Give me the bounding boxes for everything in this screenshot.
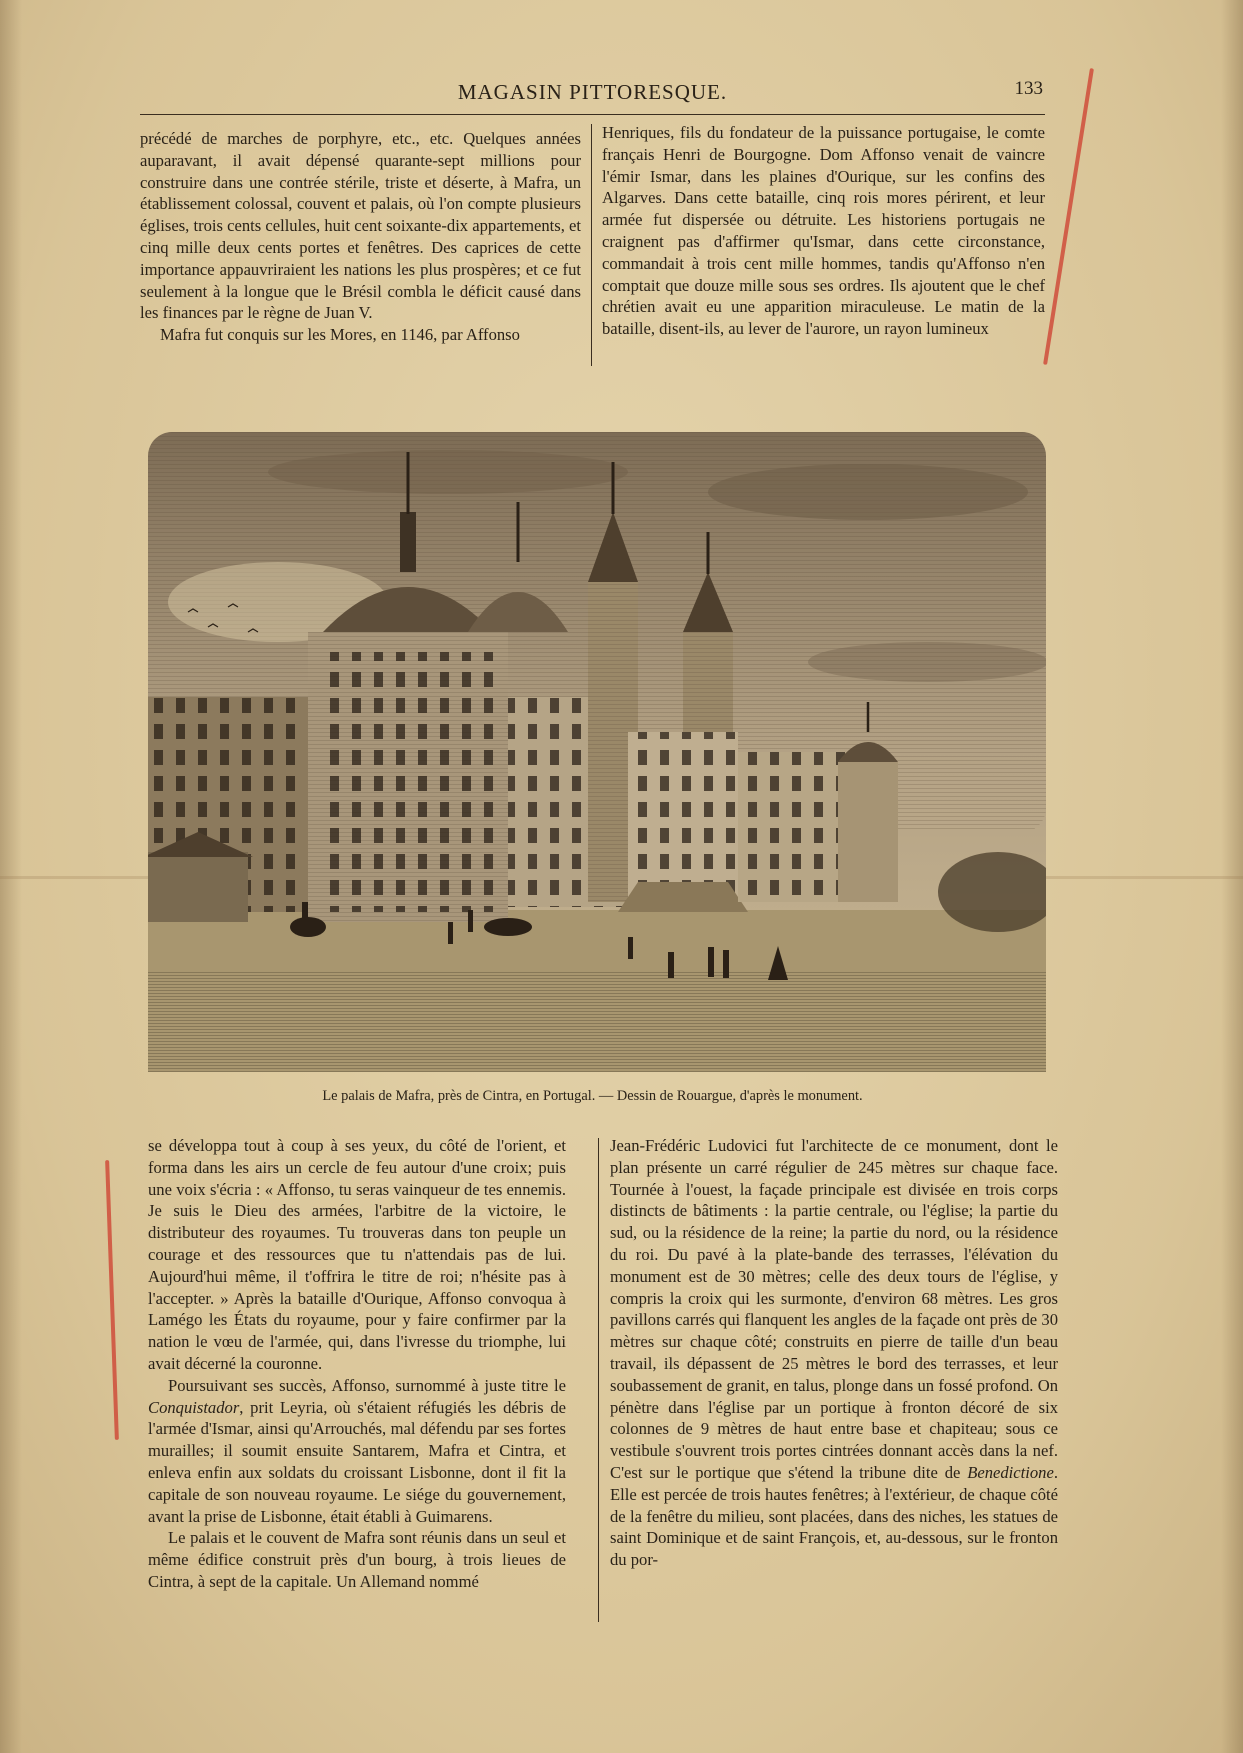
paragraph: Mafra fut conquis sur les Mores, en 1146, par Affonso	[160, 325, 520, 345]
red-pencil-mark	[105, 1160, 119, 1440]
page-number: 133	[1014, 78, 1043, 99]
cloud	[708, 464, 1028, 520]
header-rule	[140, 114, 1045, 115]
text-run: . Elle est percée de trois hautes fenêtres; à l'extérieur, de chaque côté de la fenêtre du milieu, sont placées, dans des niches, les statues de saint Dominique et de saint François, et, au-dessous, sur le fronton du por-	[610, 1462, 1058, 1570]
cloud	[808, 642, 1046, 682]
page-header	[140, 76, 1045, 110]
church-steps	[618, 882, 748, 912]
publication-title: MAGASIN PITTORESQUE.	[457, 80, 728, 104]
paragraph: se développa tout à coup à ses yeux, du côté de l'orient, et forma dans les airs un cercle de feu autour d'une croix; puis une voix s'écria : « Affonso, tu seras vainqueur de tes ennemis. Je suis le Dieu des armées, l'arbitre de la victoire, le distributeur des royaumes. Tu trouveras dans ton peuple un courage et des ressources que tu n'attendais pas de lui. Aujourd'hui même, il t'offrira le titre de roi; n'hésite pas à l'accepter. » Après la bataille d'Ourique, Affonso convoqua à Lamégo les États du royaume, pour y faire confirmer par la nation le vœu de l'armée, qui, dans l'ivresse du triomphe, lui avait décerné la couronne.	[148, 1136, 566, 1373]
red-pencil-mark	[1043, 68, 1094, 365]
column-divider-top	[591, 124, 592, 366]
italic-term: Benedictione	[967, 1462, 1054, 1482]
column-bottom-right	[610, 1135, 1058, 1571]
paragraph	[610, 1135, 1058, 1571]
paragraph	[148, 1375, 566, 1528]
column-top-right	[602, 122, 1045, 340]
right-pavilion	[838, 762, 898, 902]
small-house	[148, 852, 248, 922]
column-bottom-left	[148, 1135, 566, 1593]
paragraph: précédé de marches de porphyre, etc., etc. Quelques années auparavant, il avait dépensé quarante-sept millions pour construire dans une contrée stérile, triste et déserte, à Mafra, un établissement colossal, couvent et palais, où l'on compte plusieurs églises, trois cents cellules, huit cent soixante-dix appartements, et cinq mille deux cents portes et fenêtres. Des caprices de cette importance appauvriraient les nations les plus prospères; et ce fut seulement à la longue que le Brésil combla le déficit causé dans les finances par le règne de Juan V.	[140, 129, 581, 323]
column-divider-bottom	[598, 1138, 599, 1622]
paragraph: Le palais et le couvent de Mafra sont réunis dans un seul et même édifice construit près d'un bourg, à trois lieues de Cintra, à sept de la capitale. Un Allemand nommé	[148, 1528, 566, 1591]
text-run: Jean-Frédéric Ludovici fut l'architecte de ce monument, dont le plan présente un carré régulier de 245 mètres sur chaque face. Tournée à l'ouest, la façade principale est divisée en trois corps distincts de bâtiments : la partie centrale, ou l'église; la partie du sud, ou la résidence de la reine; la partie du nord, ou la résidence du roi. Du pavé à la plate-bande des terrasses, l'élévation du monument est de 30 mètres; celle des deux tours de l'église, y compris la croix qui les surmonte, d'environ 68 mètres. Les gros pavillons carrés qui flanquent les angles de la façade ont près de 30 mètres sur chaque côté; construits en pierre de taille d'un beau travail, ils dépassent de 25 mètres le bord des terrasses, et leur soubassement de granit, en talus, plonge dans un fossé profond. On pénètre dans l'église par un portique à fronton décoré de six colonnes de 9 mètres de haut entre base et chapiteau; sous ce vestibule s'ouvrent trois portes cintrées donnant accès dans la nef. C'est sur le portique que s'étend la tribune dite de	[610, 1136, 1058, 1482]
illustration-caption: Le palais de Mafra, près de Cintra, en Portugal. — Dessin de Rouargue, d'après le monument.	[322, 1088, 863, 1104]
engraving-palace-of-mafra	[148, 432, 1046, 1072]
text-run: , prit Leyria, où s'étaient réfugiés les débris de l'armée d'Ismar, ainsi qu'Arrouchés, mal défendu par ses fortes murailles; il soumit ensuite Santarem, Mafra et Cintra, et enleva enfin aux soldats du croissant Lisbonne, dont il fit la capitale de son nouveau royaume. Le siége du gouvernement, avant la prise de Lisbonne, était établi à Guimarens.	[148, 1397, 566, 1526]
italic-term: Conquistador	[148, 1397, 240, 1417]
column-top-left	[140, 128, 581, 346]
cloud	[268, 450, 628, 494]
text-run: Poursuivant ses succès, Affonso, surnommé à juste titre le	[168, 1375, 566, 1395]
paragraph: Henriques, fils du fondateur de la puissance portugaise, le comte français Henri de Bourgogne. Dom Affonso venait de vaincre l'émir Ismar, dans les plaines d'Ourique, sur les confins des Algarves. Dans cette bataille, cinq rois mores périrent, et leur armée fut dispersée ou détruite. Les historiens portugais ne craignent pas d'affirmer qu'Ismar, dans cette circonstance, commandait à trois cent mille hommes, tandis qu'Affonso n'en comptait que douze mille sous ses ordres. Ils ajoutent que le chef chrétien avait eu une apparition miraculeuse. Le matin de la bataille, disent-ils, au lever de l'aurore, un rayon lumineux	[602, 123, 1045, 339]
